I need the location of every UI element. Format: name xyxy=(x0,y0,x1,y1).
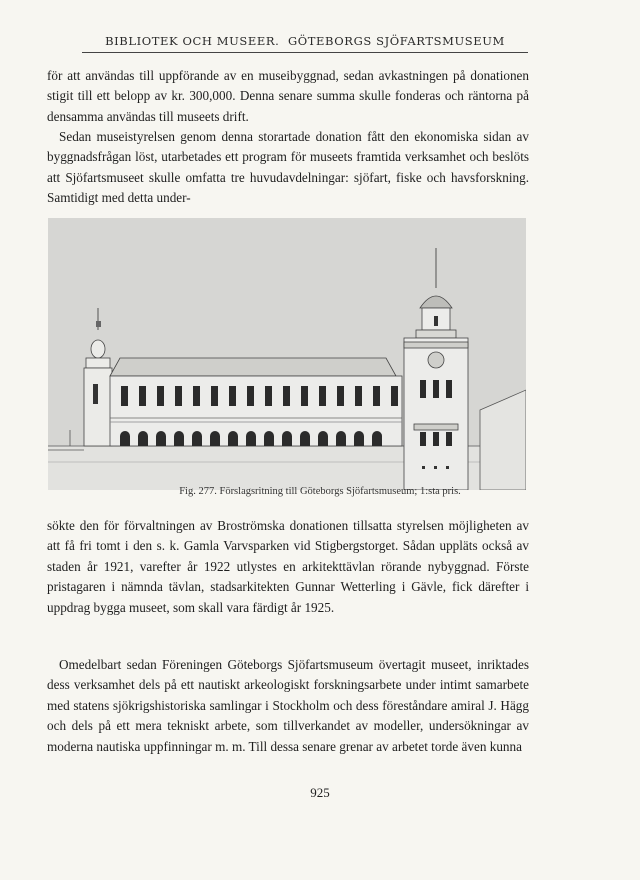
header-right: GÖTEBORGS SJÖFARTSMUSEUM xyxy=(287,34,505,48)
paragraph-4: Omedelbart sedan Föreningen Göteborgs Sjöfartsmuseum övertagit museet, inriktades dess verksamhet dels på ett nautiskt arkeologiskt forskningsarbete under intimt samarbete med statens sjökrigshistoriska samlingar i Stockholm och dess föreståndare amiral J. Hägg och dels på ett mera tekniskt arbete, som tillverkandet av modeller, undersökningar av moderna nautiska uppfinningar m. m. Till dessa senare grenar av arbetet torde även kunna xyxy=(47,657,529,754)
page-number: 925 xyxy=(310,785,330,800)
header-rule xyxy=(82,52,528,53)
paragraph-1: för att användas till uppförande av en museibyggnad, sedan avkastningen på donationen stigit till ett belopp av kr. 300,000. Denna senare summa skulle fonderas och räntorna på densamma användas till museets drift. xyxy=(47,68,529,124)
museum-elevation-drawing xyxy=(48,218,526,490)
header-left: BIBLIOTEK OCH MUSEER. xyxy=(105,34,280,48)
paragraph-3: sökte den för förvaltningen av Broströmska donationen tillsatta styrelsen möjligheten av att få fri tomt i den s. k. Gamla Varvsparken vid Stigbergstorget. Sådan uppläts också av staden år 1921, varefter år 1922 utlystes en arkitekttävlan rörande nybyggnad. Förste pristagaren i nämnda tävlan, stadsarkitekten Gunnar Wetterling i Gävle, fick därefter i uppdrag bygga museet, som skall vara färdigt år 1925. xyxy=(47,518,529,615)
figure-caption: Fig. 277. Förslagsritning till Göteborgs Sjöfartsmuseum; 1:sta pris. xyxy=(179,486,461,497)
figure-drawing xyxy=(48,218,526,490)
paragraph-2: Sedan museistyrelsen genom denna storartade donation fått den ekonomiska sidan av byggnadsfrågan löst, utarbetades ett program för museets framtida verksamhet och beslöts att Sjöfartsmuseet skulle omfatta tre huvudavdelningar: sjöfart, fiske och havsforskning. Samtidigt med detta under- xyxy=(47,129,529,206)
running-header xyxy=(82,34,528,48)
